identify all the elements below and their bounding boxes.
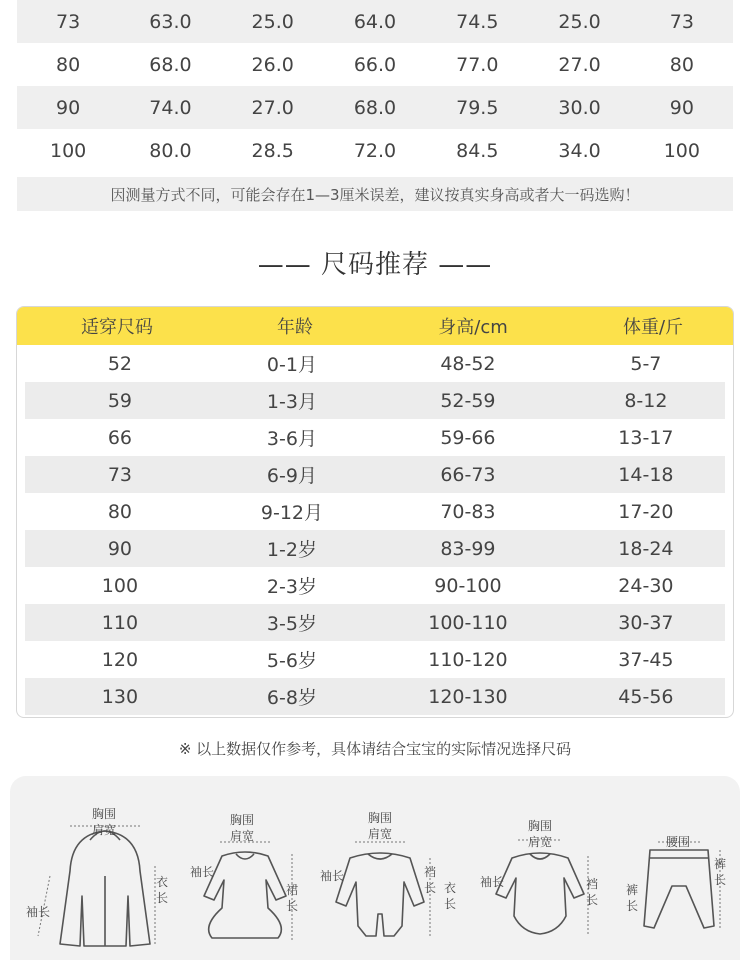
table-cell: 130 <box>101 685 139 708</box>
table-cell: 5-7 <box>630 352 662 375</box>
jacket-icon <box>60 831 150 946</box>
table-cell: 68.0 <box>149 53 192 76</box>
label-chest: 胸围 <box>368 811 393 825</box>
table-cell: 66.0 <box>353 53 397 76</box>
label-length-b: 长 <box>444 897 457 911</box>
label-shoulder: 肩宽 <box>368 827 393 841</box>
label-sleeve: 袖长 <box>480 875 505 889</box>
table-header-row <box>17 307 733 345</box>
table-cell: 80.0 <box>149 139 192 162</box>
table-cell: 27.0 <box>251 96 294 119</box>
size-recommendation-table <box>16 306 734 718</box>
table-row <box>25 419 725 456</box>
table-cell: 70-83 <box>440 500 496 523</box>
table-cell: 18-24 <box>618 537 674 560</box>
reference-footnote: ※ 以上数据仅作参考，具体请结合宝宝的实际情况选择尺码 <box>178 740 572 758</box>
table-cell: 80 <box>107 500 132 523</box>
table-row <box>25 641 725 678</box>
section-title: —— 尺码推荐 —— <box>257 250 493 280</box>
label-chest: 胸围 <box>230 813 255 827</box>
table-cell: 48-52 <box>440 352 496 375</box>
table-cell: 25.0 <box>251 10 294 33</box>
garment-diagrams <box>10 776 740 960</box>
table-cell: 80 <box>56 53 81 76</box>
table-cell: 120-130 <box>428 685 508 708</box>
table-cell: 83-99 <box>440 537 496 560</box>
table-cell: 52 <box>107 352 132 375</box>
table-row <box>17 86 733 129</box>
table-cell: 24-30 <box>618 574 674 597</box>
table-cell: 28.5 <box>251 139 294 162</box>
header-height: 身高/cm <box>438 317 508 338</box>
label-crotch-b: 长 <box>586 893 599 907</box>
label-crotch-b: 长 <box>424 881 437 895</box>
label-pants-b: 长 <box>714 873 727 887</box>
label-skirt-a: 裙 <box>286 883 299 897</box>
table-cell: 25.0 <box>558 10 601 33</box>
measure-lines <box>38 826 720 946</box>
table-cell: 17-20 <box>618 500 674 523</box>
table-cell: 1-3月 <box>266 391 317 413</box>
table-cell: 9-12月 <box>260 502 323 524</box>
table-cell: 34.0 <box>558 139 601 162</box>
table-cell: 79.5 <box>456 96 499 119</box>
label-shoulder: 肩宽 <box>528 835 553 849</box>
table-cell: 66-73 <box>440 463 496 486</box>
table-row <box>25 493 725 530</box>
table-cell: 110 <box>101 611 139 634</box>
table-cell: 84.5 <box>456 139 499 162</box>
label-shoulder: 肩宽 <box>230 829 255 843</box>
label-pants-b: 长 <box>626 899 639 913</box>
table-cell: 5-6岁 <box>266 650 317 672</box>
table-cell: 63.0 <box>149 10 192 33</box>
label-chest: 胸围 <box>92 807 117 821</box>
table-cell: 6-8岁 <box>266 687 317 709</box>
table-cell: 73 <box>107 463 132 486</box>
table-cell: 80 <box>669 53 694 76</box>
table-cell: 3-6月 <box>266 428 317 450</box>
table-row <box>25 604 725 641</box>
label-length-a: 衣 <box>156 875 169 889</box>
header-size: 适穿尺码 <box>81 317 153 338</box>
table-cell: 90 <box>107 537 132 560</box>
label-crotch-a: 裆 <box>424 865 437 879</box>
table-row <box>25 567 725 604</box>
label-shoulder: 肩宽 <box>92 823 117 837</box>
table-cell: 100 <box>663 139 700 162</box>
header-weight: 体重/斤 <box>622 317 684 338</box>
table-cell: 45-56 <box>618 685 674 708</box>
label-sleeve: 袖长 <box>26 905 51 919</box>
table-cell: 64.0 <box>353 10 397 33</box>
table-cell: 27.0 <box>558 53 601 76</box>
table-cell: 3-5岁 <box>266 613 317 635</box>
diagram-labels <box>26 806 726 919</box>
pants-icon <box>644 850 714 928</box>
table-row <box>25 456 725 493</box>
table-cell: 59-66 <box>440 426 496 449</box>
table-cell: 66 <box>107 426 132 449</box>
garment-diagrams-svg <box>10 776 740 960</box>
table-cell: 6-9月 <box>266 465 317 487</box>
table-row <box>25 530 725 567</box>
table-row <box>25 382 725 419</box>
table-cell: 30.0 <box>558 96 601 119</box>
table-cell: 90 <box>56 96 81 119</box>
table-cell: 52-59 <box>440 389 496 412</box>
label-chest: 胸围 <box>528 819 553 833</box>
label-length-b: 长 <box>156 891 169 905</box>
table-cell: 13-17 <box>618 426 674 449</box>
dress-icon <box>204 852 286 938</box>
table-cell: 110-120 <box>428 648 508 671</box>
table-cell: 0-1月 <box>266 354 317 376</box>
table-cell: 90 <box>669 96 694 119</box>
table-cell: 72.0 <box>353 139 397 162</box>
label-skirt-b: 长 <box>286 899 299 913</box>
table-cell: 73 <box>669 10 694 33</box>
table-cell: 14-18 <box>618 463 674 486</box>
table-cell: 90-100 <box>434 574 502 597</box>
table-row <box>25 678 725 715</box>
measurement-note: 因测量方式不同，可能会存在1—3厘米误差，建议按真实身高或者大一码选购！ <box>17 177 733 211</box>
label-pants-a: 裤 <box>714 857 727 871</box>
table-cell: 73 <box>56 10 81 33</box>
table-cell: 8-12 <box>624 389 668 412</box>
label-sleeve: 袖长 <box>320 869 345 883</box>
table-cell: 30-37 <box>618 611 674 634</box>
header-age: 年龄 <box>277 317 313 338</box>
label-crotch-a: 裆 <box>586 877 599 891</box>
label-length-a: 衣 <box>444 881 457 895</box>
table-cell: 37-45 <box>618 648 674 671</box>
table-cell: 68.0 <box>353 96 397 119</box>
measurement-table <box>17 0 733 172</box>
table-cell: 59 <box>107 389 132 412</box>
table-cell: 77.0 <box>456 53 499 76</box>
table-row <box>17 129 733 172</box>
table-row <box>17 43 733 86</box>
table-cell: 100 <box>50 139 87 162</box>
table-cell: 74.0 <box>149 96 192 119</box>
table-row <box>25 345 725 382</box>
table-row <box>17 0 733 43</box>
table-cell: 1-2岁 <box>266 539 317 561</box>
romper-icon <box>336 853 424 936</box>
label-pants-a: 裤 <box>626 883 639 897</box>
label-waist: 腰围 <box>666 835 691 849</box>
table-cell: 120 <box>101 648 139 671</box>
table-cell: 74.5 <box>456 10 499 33</box>
table-cell: 2-3岁 <box>266 576 317 598</box>
table-cell: 100 <box>101 574 139 597</box>
table-cell: 100-110 <box>428 611 508 634</box>
table-cell: 26.0 <box>251 53 294 76</box>
bodysuit-icon <box>496 853 584 934</box>
label-sleeve: 袖长 <box>190 865 215 879</box>
